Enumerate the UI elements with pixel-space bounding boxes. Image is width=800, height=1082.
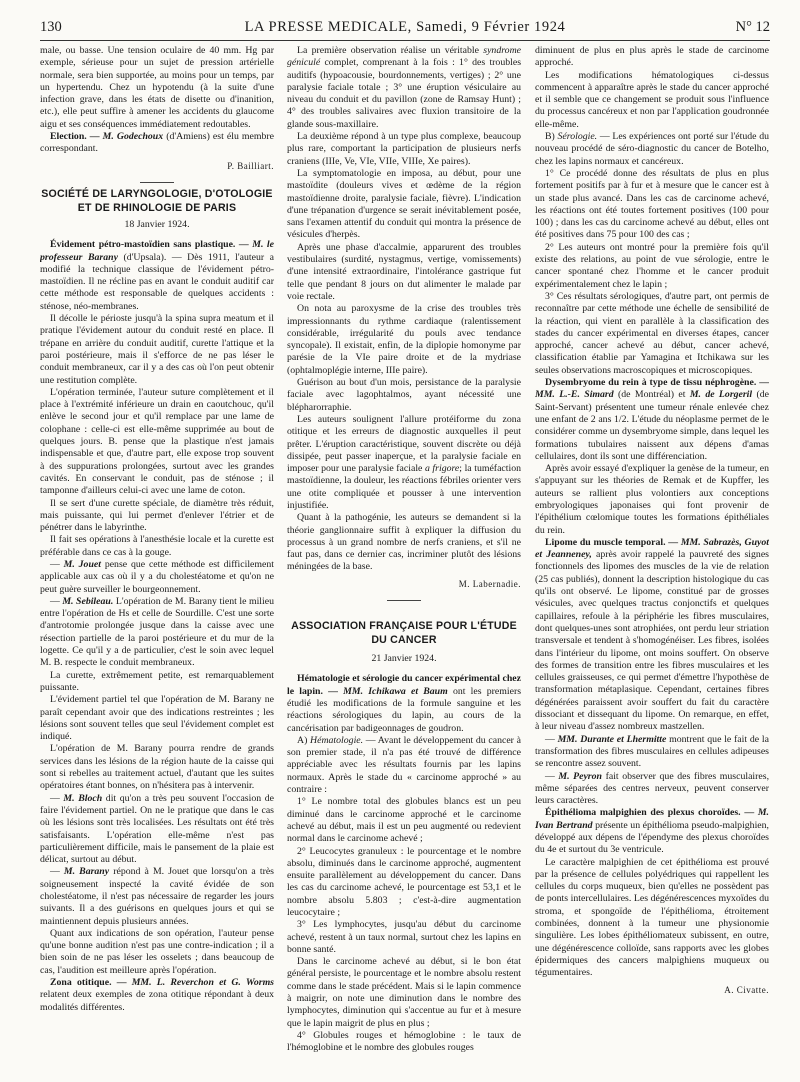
paragraph: La deuxième répond à un type plus complexe, beaucoup plus rare, comportant la participation de plusieurs nerfs craniens (IIIe, Ve, VIe, VIIe, VIIIe, Xe paires).	[287, 131, 521, 167]
author-name: M. Godechoux	[102, 131, 164, 143]
column-3	[535, 45, 769, 1067]
author-name: MM. Sabrazès, Guyot et Jeanneney,	[535, 536, 769, 561]
item-title: Évidement pétro-mastoïdien sans plastique. —	[50, 239, 249, 251]
author-name: M. Jouet	[63, 558, 101, 570]
section-divider	[140, 182, 174, 183]
paragraph	[287, 45, 521, 131]
paragraph	[535, 131, 769, 168]
section-date: 18 Janvier 1924.	[124, 218, 190, 230]
paragraph: Les modifications hématologiques ci-dessus commencent à apparaître après le stade du cancer approché et il semble que ce changement se produit sous l'influence du processus cancéreux et non par l'application goudronnée elle-même.	[535, 69, 769, 130]
abstract-paragraph	[535, 537, 769, 734]
paragraph: male, ou basse. Une tension oculaire de 40 mm. Hg par exemple, sérieuse pour un sujet de pression artérielle normale, sera bien supportée, au moins pour un temps, par un hypertendu. Chez un hypotendu (à la suite d'une infection grave, dans les états de disette ou d'inanition, etc.), elle peut suffire à amener les accidents du glaucome aigu et ses conséquences immédiatement redoutables.	[40, 45, 274, 130]
discussion-paragraph: — M. Bloch dit qu'on a très peu souvent l'occasion de faire l'évidement partiel. On ne le pratique que dans le cas où les lésions sont très localisées. Les résultats ont été très satisfaisants. L'opération elle-même n'est pas particulièrement difficile, mais le pansement de la plaie est délicat, surtout au début.	[40, 792, 274, 866]
paragraph: L'opération de M. Barany pourra rendre de grands services dans les lésions de la région haute de la caisse qui sont si rebelles au traitement actuel, d'autant que les suites opératoires étant bonnes, on n'hésitera pas à intervenir.	[40, 743, 274, 792]
paragraph: Le caractère malpighien de cet épithélioma est prouvé par la présence de cellules polyédriques qui rappellent les cellules du corps muqueux, bien qu'elles ne possèdent pas de ponts intercellulaires. Les dégénérescences myxoïdes du stroma, et spongoïde de l'épithélioma, étroitement combinées, donnent à la tumeur une physionomie singulière. Les lobes épithéliomateux subissent, en outre, une dégénérescence colloïde, sans rapports avec les globes épidermiques des cancers malpighiens muqueux ou tégumentaires.	[535, 856, 769, 979]
paragraph: Après une phase d'accalmie, apparurent des troubles vestibulaires (surdité, nystagmus, vertige, vomissements) d'une intensité extraordinaire, l'intolérance gastrique fut telle que pendant 8 jours on dut alimenter le malade par voie rectale.	[287, 241, 521, 302]
item-text: pense que cette méthode est difficilement applicable aux cas où il y a du cholestéatome et qu'on ne peut guère surveiller le bourgeonnement.	[40, 558, 274, 595]
item-text: (de Saint-Servant) présentent une tumeur rénale enlevée chez une enfant de 2 ans 1/2. L'étude du néoplasme permet de le considérer comme un dysembryome simple, dans lequel les formations tubulaires naissent aux dépens d'amas cellulaires, dont ils sont une différenciation.	[535, 389, 769, 462]
text-run: A)	[297, 734, 308, 746]
signature: P. Bailliart.	[227, 160, 274, 171]
italic-term: a frigore	[424, 463, 460, 475]
page-header	[40, 16, 770, 38]
list-item: 2° Les auteurs ont montré pour la première fois qu'il existe des relations, au point de vue sérologie, entre le cancer spontané chez l'homme et le cancer produit expérimentalement chez le lapin ;	[535, 241, 769, 290]
text-run: — Avant le développement du cancer à son premier stade, il n'a pas été trouvé de différence appréciable avec les résultats fournis par les lapins normaux. Après le stade du « carcinome approché » au contraire :	[287, 734, 521, 796]
list-item: 1° Ce procédé donne des résultats de plus en plus fortement positifs par à fur et à mesure que le cancer est à un stade plus avancé. Dans les cas de carcinome achevé, les réactions ont été toutes fortement positives (100 pour 100) ; dans les cas du carcinome achevé au début, elles ont été positives dans 75 pour 100 des cas ;	[535, 167, 769, 241]
paragraph: Quant à la pathogénie, les auteurs se demandent si la théorie ganglionnaire suffit à expliquer la diffusion du processus à un grand nombre de nerfs craniens, et s'il ne faut pas, dans ce dernier cas, incriminer plutôt des lésions méningées de la base.	[287, 512, 521, 573]
italic-term: Sérologie.	[557, 131, 598, 143]
issue-number: N° 12	[735, 19, 770, 35]
abstract-paragraph	[40, 977, 274, 1014]
paragraph: Il décolle le périoste jusqu'à la spina supra meatum et il pratique l'évidement autour du conduit resté en place. Il trépane en arrière du conduit auditif, curette l'attique et la paroi postérieure, mais il s'efforce de ne pas léser le conduit membraneux, car il y a des cas où l'on peut obtenir une restitution complète.	[40, 313, 274, 386]
paragraph	[287, 735, 521, 796]
author-name: M. Peyron	[558, 770, 602, 782]
column-2	[287, 45, 521, 1067]
item-text: (d'Amiens) est élu membre correspondant.	[40, 131, 274, 155]
paragraph: L'opération terminée, l'auteur suture complètement et il place à l'extrémité inférieure un drain en caoutchouc, qu'il enlève le second jour et qu'il remplace par une lame de colophane : celle-ci est elle-même supprimée au bout de quelques jours. B. pense que la plastique n'est jamais indispensable et que, d'autre part, elle expose trop souvent à des suppurations prolongées, surtout avec les grandes cavités. En conservant le conduit, pas de sténose ; il tamponne d'ailleurs celui-ci avec une lame de coton.	[40, 386, 274, 497]
paragraph: diminuent de plus en plus après le stade de carcinome approché.	[535, 45, 769, 69]
text-run: La première observation réalise un véritable	[297, 45, 479, 56]
paragraph: La symptomatologie en imposa, au début, pour une mastoïdite (douleurs vives et œdème de la région mastoïdienne droite, paralysie faciale, fièvre). L'indication d'une trépanation d'urgence se serait inévitablement posée, sans l'examen attentif du conduit qui montra la présence de vésicules d'herpès.	[287, 167, 521, 241]
item-text: (d'Upsala). — Dès 1911, l'auteur a modifié la technique classique de l'évidement pétro-mastoïdien. Il ne récline pas en avant le conduit auditif car cette méthode est responsable de quelques accidents : sténose, néo-membranes.	[40, 251, 274, 312]
list-item: 1° Le nombre total des globules blancs est un peu diminué dans le carcinome approché et le carcinome achevé au début, mais il est un peu augmenté ou redevient normal dans le carcinome achevé ;	[287, 796, 521, 845]
item-text: répond à M. Jouet que lorsqu'on a très soigneusement inspecté la cavité évidée de son cholestéatome, il n'est pas nécessaire de regarder les jours suivants. Il a des guérisons en quelques jours et qui se maintiennent depuis plusieurs années.	[40, 866, 274, 927]
paragraph: L'évidement partiel tel que l'opération de M. Barany ne paraît cependant avoir que des indications restreintes ; les lésions sont souvent telles que seul l'évidement complet est indiqué.	[40, 694, 274, 743]
signature: M. Labernadie.	[458, 578, 521, 589]
item-text: ont les premiers étudié les modifications de la formule sanguine et les réactions sérologiques du lapin, au cours de la cancérisation par badigeonnages de goudron.	[287, 685, 521, 734]
text-run: (de Montréal) et	[618, 389, 686, 401]
author-name: MM. Ichikawa et Baum	[343, 685, 448, 697]
text-run: B)	[545, 131, 555, 143]
column-1	[40, 45, 274, 1067]
item-text: montrent que le fait de la transformation des fibres musculaires en cellules adipeuses se rencontre assez souvent.	[535, 733, 769, 770]
author-name: MM. Durante et Lhermitte	[557, 733, 667, 745]
discussion-paragraph: — M. Sebileau. L'opération de M. Barany tient le milieu entre l'opération de Hs et celle de Sourdille. C'est une sorte d'antrotomie prolongée jusque dans la caisse avec une résection partielle de la paroi postérieure et du mur de la logette. Ce qu'il y a de particulier, c'est le soin avec lequel M. B. respecte le conduit membraneux.	[40, 595, 274, 669]
discussion-paragraph: — M. Barany répond à M. Jouet que lorsqu'on a très soigneusement inspecté la cavité évidée de son cholestéatome, il n'est pas nécessaire de regarder les jours suivants. Il a des guérisons en quelques jours et qui se maintiennent depuis plusieurs années.	[40, 866, 274, 927]
item-title: Zona otitique. —	[50, 977, 127, 989]
list-item: 4° Globules rouges et hémoglobine : le taux de l'hémoglobine et le nombre des globules rouges	[287, 1029, 521, 1054]
paragraph: Dans le carcinome achevé au début, si le bon état général persiste, le pourcentage et le nombre absolu restent comme dans le stade précédent. Mais si le lapin commence à maigrir, on note une diminution dans le nombre des lymphocytes, diminution qui s'accentue au fur et à mesure que le lapin maigrit de plus en plus ;	[287, 956, 521, 1029]
item-title: Hématologie et sérologie du cancer expérimental chez le lapin. —	[287, 673, 521, 697]
paragraph: Il fait ses opérations à l'anesthésie locale et la curette est préférable dans ce cas à la gouge.	[40, 534, 274, 558]
list-item: 3° Ces résultats sérologiques, d'autre part, ont permis de reconnaître par cette méthode une échelle de sensibilité de la réaction, qui vient en parallèle à la classification des stades du cancer expérimental en diverses étapes, cancer approché, cancer achevé au début, cancer achevé, classification établie par Yamagina et Itchikawa sur les seules observations macroscopiques et microscopiques.	[535, 290, 769, 376]
paragraph: On nota au paroxysme de la crise des troubles très impressionnants du rythme cardiaque (ralentissement considérable, irrégularité du pouls avec tendance syncopale). Il existait, enfin, de la diplopie homonyme par parésie de la VIe paire droite et de la mydriase (ophtalmoplégie interne, IIIe paire).	[287, 303, 521, 376]
signature: A. Civatte.	[724, 984, 769, 995]
author-name: M. de Lorgeril	[689, 389, 753, 401]
abstract-paragraph	[40, 239, 274, 313]
italic-term: syndrome géniculé	[287, 45, 521, 69]
text-run: complet, comprenant à la fois : 1° des troubles auditifs (hypoacousie, bourdonnements, vertiges) ; 2° une paralysie faciale totale ; 3° une éruption vésiculaire au niveau du conduit et du pavillon (zone de Ramsay Hunt) ; 4° des troubles salivaires avec fluxion transitoire de la glande sous-maxillaire.	[287, 57, 521, 130]
text-run: — Les expériences ont porté sur l'étude du nouveau procédé de séro-diagnostic du cancer de Botelho, chez les lapins normaux et cancéreux.	[535, 131, 769, 167]
section-date: 21 Janvier 1924.	[371, 653, 437, 665]
italic-term: Hématologie.	[310, 734, 364, 746]
text-run: Les auteurs soulignent l'allure protéiforme du zona otitique et les erreurs de diagnostic auxquelles il peut prêter. L'éruption caractéristique, souvent discrète ou déjà dissipée, peut passer inaperçue, et la paralysie faciale en imposer pour une paralysie faciale	[287, 413, 521, 475]
item-title: Election. —	[50, 131, 100, 143]
item-text: présente un épithélioma pseudo-malpighien, développé aux dépens de l'épendyme des plexus choroïdes du 4e et surtout du 3e ventricule.	[535, 819, 769, 856]
discussion-paragraph: — M. Peyron fait observer que des fibres musculaires, même séparées des centres nerveux, peuvent conserver leurs caractères.	[535, 770, 769, 807]
paragraph: Guérison au bout d'un mois, persistance de la paralysie faciale avec lagophtalmos, ayant nécessité une blépharorraphie.	[287, 377, 521, 413]
item-title: Épithélioma malpighien des plexus choroïdes. —	[545, 807, 755, 819]
discussion-paragraph: — MM. Durante et Lhermitte montrent que le fait de la transformation des fibres musculaires en cellules adipeuses se rencontre assez souvent.	[535, 733, 769, 770]
section-title: ASSOCIATION FRANÇAISE POUR L'ÉTUDE DU CANCER	[291, 620, 517, 647]
paragraph: Après avoir essayé d'expliquer la genèse de la tumeur, en s'appuyant sur les théories de Remak et de Kupffer, les auteurs se rallient plus volontiers aux conceptions embryologiques japonaises qui font provenir de l'épithélium cœlomique toutes les formations épithéliales du rein.	[535, 463, 769, 536]
author-name: MM. L.-E. Simard	[535, 389, 614, 401]
section-divider	[387, 600, 421, 601]
list-item: 3° Les lymphocytes, jusqu'au début du carcinome achevé, restent à un taux normal, surtout chez les lapins en bonne santé.	[287, 919, 521, 955]
abstract-paragraph	[535, 377, 769, 463]
author-name: M. le professeur Barany	[40, 239, 274, 263]
item-text: après avoir rappelé la pauvreté des signes fonctionnels des lipomes des muscles de la vie de relation (25 cas publiés), donnent la description histologique du cas qu'ils ont observé. Le lipome, constitué par de grosses vésicules, avec quelques tractus conjonctifs et quelques capillaires, refoule à la périphérie les fibres musculaires, dont quelques-unes sont atrophiées, ont perdu leur striation transversale et tendent à s'homogénéiser. Les fibres, isolées dans l'intérieur du lipome, ont moins souffert. On observe des formes de transition entre les fibres musculaires et les cellules graisseuses, ce qui permet d'émettre l'hypothèse de transformation métaplasique. Cependant, certaines fibres dégénérées paraissent avoir souffert du fait du caractère dissociant et dissequant du lipome. On remarque, en effet, à leur niveau d'assez nombreux mastzellen.	[535, 549, 769, 733]
item-text: L'opération de M. Barany tient le milieu entre l'opération de Hs et celle de Sourdille. C'est une sorte d'antrotomie prolongée jusque dans la caisse avec une résection partielle de la paroi postérieure et du mur de la logette. Ce qu'il y a de particulier, c'est le soin avec lequel M. B. respecte le conduit membraneux.	[40, 595, 274, 669]
author-name: M. Ivan Bertrand	[535, 807, 769, 831]
item-text: dit qu'on a très peu souvent l'occasion de faire l'évidement partiel. On ne le pratique que dans le cas où les lésions sont très localisées. Les résultats ont été très satisfaisants. L'opération elle-même n'est pas particulièrement difficile, mais le pansement de la plaie est délicat, surtout au début.	[40, 792, 274, 866]
page-number: 130	[40, 19, 62, 35]
journal-title: LA PRESSE MEDICALE, Samedi, 9 Février 1924	[244, 19, 566, 35]
author-name: M. Barany	[63, 866, 110, 878]
author-name: M. Sebileau.	[62, 595, 114, 607]
abstract-paragraph	[287, 673, 521, 734]
election-paragraph	[40, 131, 274, 156]
list-item: 2° Leucocytes granuleux : le pourcentage et le nombre absolu, diminués dans le carcinome approché, augmentent ensuite parallèlement au développement du cancer. Dans les cas du carcinome achevé, le pourcentage est 53,1 et le nombre absolu 5.803 ; c'est-à-dire augmentation leucocytaire ;	[287, 845, 521, 918]
paragraph	[287, 414, 521, 512]
item-title: Lipome du muscle temporal. —	[545, 536, 679, 548]
header-rule	[40, 40, 770, 41]
item-title: Dysembryome du rein à type de tissu néphrogène. —	[545, 377, 769, 389]
section-title: SOCIÉTÉ DE LARYNGOLOGIE, D'OTOLOGIE ET DE RHINOLOGIE DE PARIS	[41, 187, 273, 214]
paragraph: La curette, extrêmement petite, est remarquablement puissante.	[40, 669, 274, 693]
item-text: relatent deux exemples de zona otitique répondant à deux modalités différentes.	[40, 989, 274, 1013]
author-name: MM. L. Reverchon et G. Worms	[131, 977, 274, 989]
author-name: M. Bloch	[63, 792, 103, 804]
text-run: ; la tuméfaction mastoïdienne, la douleur, les réactions fébriles orienter vers une otite compliquée et pousser à une intervention injustifiée.	[287, 463, 521, 511]
paragraph: Quant aux indications de son opération, l'auteur pense qu'une bonne audition n'est pas une contre-indication ; il a bien soin de ne pas léser les osselets ; dans beaucoup de cas, l'audition est meilleure après l'opération.	[40, 927, 274, 976]
abstract-paragraph	[535, 807, 769, 856]
item-text: fait observer que des fibres musculaires, même séparées des centres nerveux, peuvent conserver leurs caractères.	[535, 770, 769, 807]
paragraph: Il se sert d'une curette spéciale, de diamètre très réduit, mais puissante, qui lui permet d'enlever l'étrier et de pénétrer dans le labyrinthe.	[40, 497, 274, 534]
discussion-paragraph: — M. Jouet pense que cette méthode est difficilement applicable aux cas où il y a du cholestéatome et qu'on ne peut guère surveiller le bourgeonnement.	[40, 558, 274, 595]
